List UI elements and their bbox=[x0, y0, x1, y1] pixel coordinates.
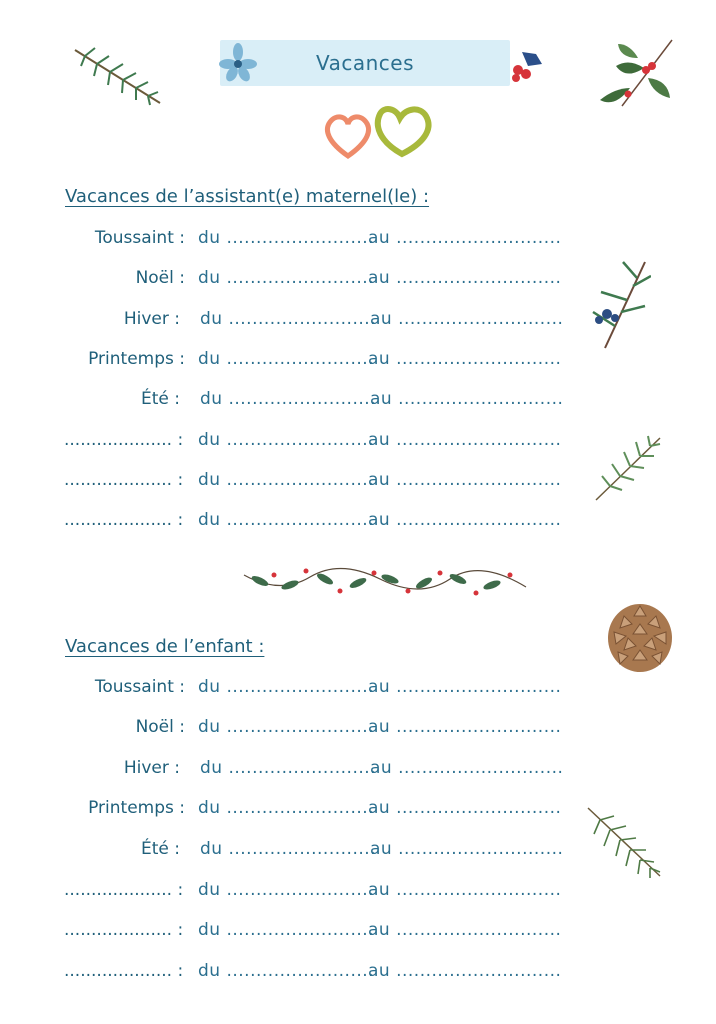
period-label: Été : bbox=[141, 839, 180, 859]
from-date-field[interactable]: du ......................... bbox=[198, 268, 375, 288]
from-date-field[interactable]: du ......................... bbox=[198, 349, 375, 369]
to-date-field[interactable]: au ............................ bbox=[368, 880, 562, 900]
to-date-field[interactable]: au ............................ bbox=[370, 758, 564, 778]
from-date-field[interactable]: du ......................... bbox=[200, 839, 377, 859]
vacation-row bbox=[0, 717, 716, 747]
page-title: Vacances bbox=[315, 51, 415, 75]
period-label: Printemps : bbox=[88, 798, 185, 818]
from-date-field[interactable]: du ......................... bbox=[198, 677, 375, 697]
period-label: Toussaint : bbox=[94, 677, 185, 697]
pine-cone-icon bbox=[604, 600, 676, 674]
hearts-icon bbox=[322, 102, 438, 164]
pine-sprig-icon bbox=[584, 800, 666, 882]
to-date-field[interactable]: au ............................ bbox=[368, 470, 562, 490]
to-date-field[interactable]: au ............................ bbox=[368, 920, 562, 940]
holly-berries-icon bbox=[508, 48, 546, 82]
to-date-field[interactable]: au ............................ bbox=[370, 389, 564, 409]
vacation-row bbox=[0, 880, 716, 910]
to-date-field[interactable]: au ............................ bbox=[368, 228, 562, 248]
from-date-field[interactable]: du ......................... bbox=[200, 758, 377, 778]
to-date-field[interactable]: au ............................ bbox=[368, 961, 562, 981]
vacation-row bbox=[0, 228, 716, 258]
holly-branch-icon bbox=[592, 38, 676, 113]
period-label-blank[interactable]: .................... : bbox=[64, 961, 184, 981]
to-date-field[interactable]: au ............................ bbox=[368, 268, 562, 288]
vacation-row bbox=[0, 349, 716, 379]
from-date-field[interactable]: du ......................... bbox=[200, 309, 377, 329]
header-banner bbox=[220, 40, 510, 86]
section-title-child: Vacances de l’enfant : bbox=[65, 636, 265, 657]
from-date-field[interactable]: du ......................... bbox=[198, 920, 375, 940]
juniper-branch-icon bbox=[585, 258, 651, 350]
from-date-field[interactable]: du ......................... bbox=[198, 430, 375, 450]
to-date-field[interactable]: au ............................ bbox=[370, 309, 564, 329]
from-date-field[interactable]: du ......................... bbox=[198, 798, 375, 818]
to-date-field[interactable]: au ............................ bbox=[368, 510, 562, 530]
vacation-row bbox=[0, 758, 716, 788]
period-label: Toussaint : bbox=[94, 228, 185, 248]
from-date-field[interactable]: du ......................... bbox=[198, 961, 375, 981]
period-label: Été : bbox=[141, 389, 180, 409]
vacation-row bbox=[0, 510, 716, 540]
fir-branch-icon bbox=[592, 432, 664, 504]
period-label: Hiver : bbox=[123, 758, 180, 778]
from-date-field[interactable]: du ......................... bbox=[198, 717, 375, 737]
to-date-field[interactable]: au ............................ bbox=[368, 717, 562, 737]
pine-branch-icon bbox=[70, 45, 165, 110]
to-date-field[interactable]: au ............................ bbox=[368, 349, 562, 369]
period-label-blank[interactable]: .................... : bbox=[64, 510, 184, 530]
period-label: Hiver : bbox=[123, 309, 180, 329]
period-label-blank[interactable]: .................... : bbox=[64, 430, 184, 450]
period-label-blank[interactable]: .................... : bbox=[64, 470, 184, 490]
period-label: Noël : bbox=[135, 717, 185, 737]
vacation-row bbox=[0, 961, 716, 991]
to-date-field[interactable]: au ............................ bbox=[368, 798, 562, 818]
to-date-field[interactable]: au ............................ bbox=[368, 430, 562, 450]
period-label-blank[interactable]: .................... : bbox=[64, 880, 184, 900]
vacation-row bbox=[0, 389, 716, 419]
from-date-field[interactable]: du ......................... bbox=[198, 228, 375, 248]
period-label: Printemps : bbox=[88, 349, 185, 369]
vacation-row bbox=[0, 920, 716, 950]
section-title-assistant: Vacances de l’assistant(e) maternel(le) : bbox=[65, 186, 430, 207]
from-date-field[interactable]: du ......................... bbox=[200, 389, 377, 409]
vacation-row bbox=[0, 677, 716, 707]
from-date-field[interactable]: du ......................... bbox=[198, 470, 375, 490]
period-label-blank[interactable]: .................... : bbox=[64, 920, 184, 940]
from-date-field[interactable]: du ......................... bbox=[198, 510, 375, 530]
from-date-field[interactable]: du ......................... bbox=[198, 880, 375, 900]
to-date-field[interactable]: au ............................ bbox=[370, 839, 564, 859]
period-label: Noël : bbox=[135, 268, 185, 288]
to-date-field[interactable]: au ............................ bbox=[368, 677, 562, 697]
garland-divider-icon bbox=[240, 565, 530, 605]
